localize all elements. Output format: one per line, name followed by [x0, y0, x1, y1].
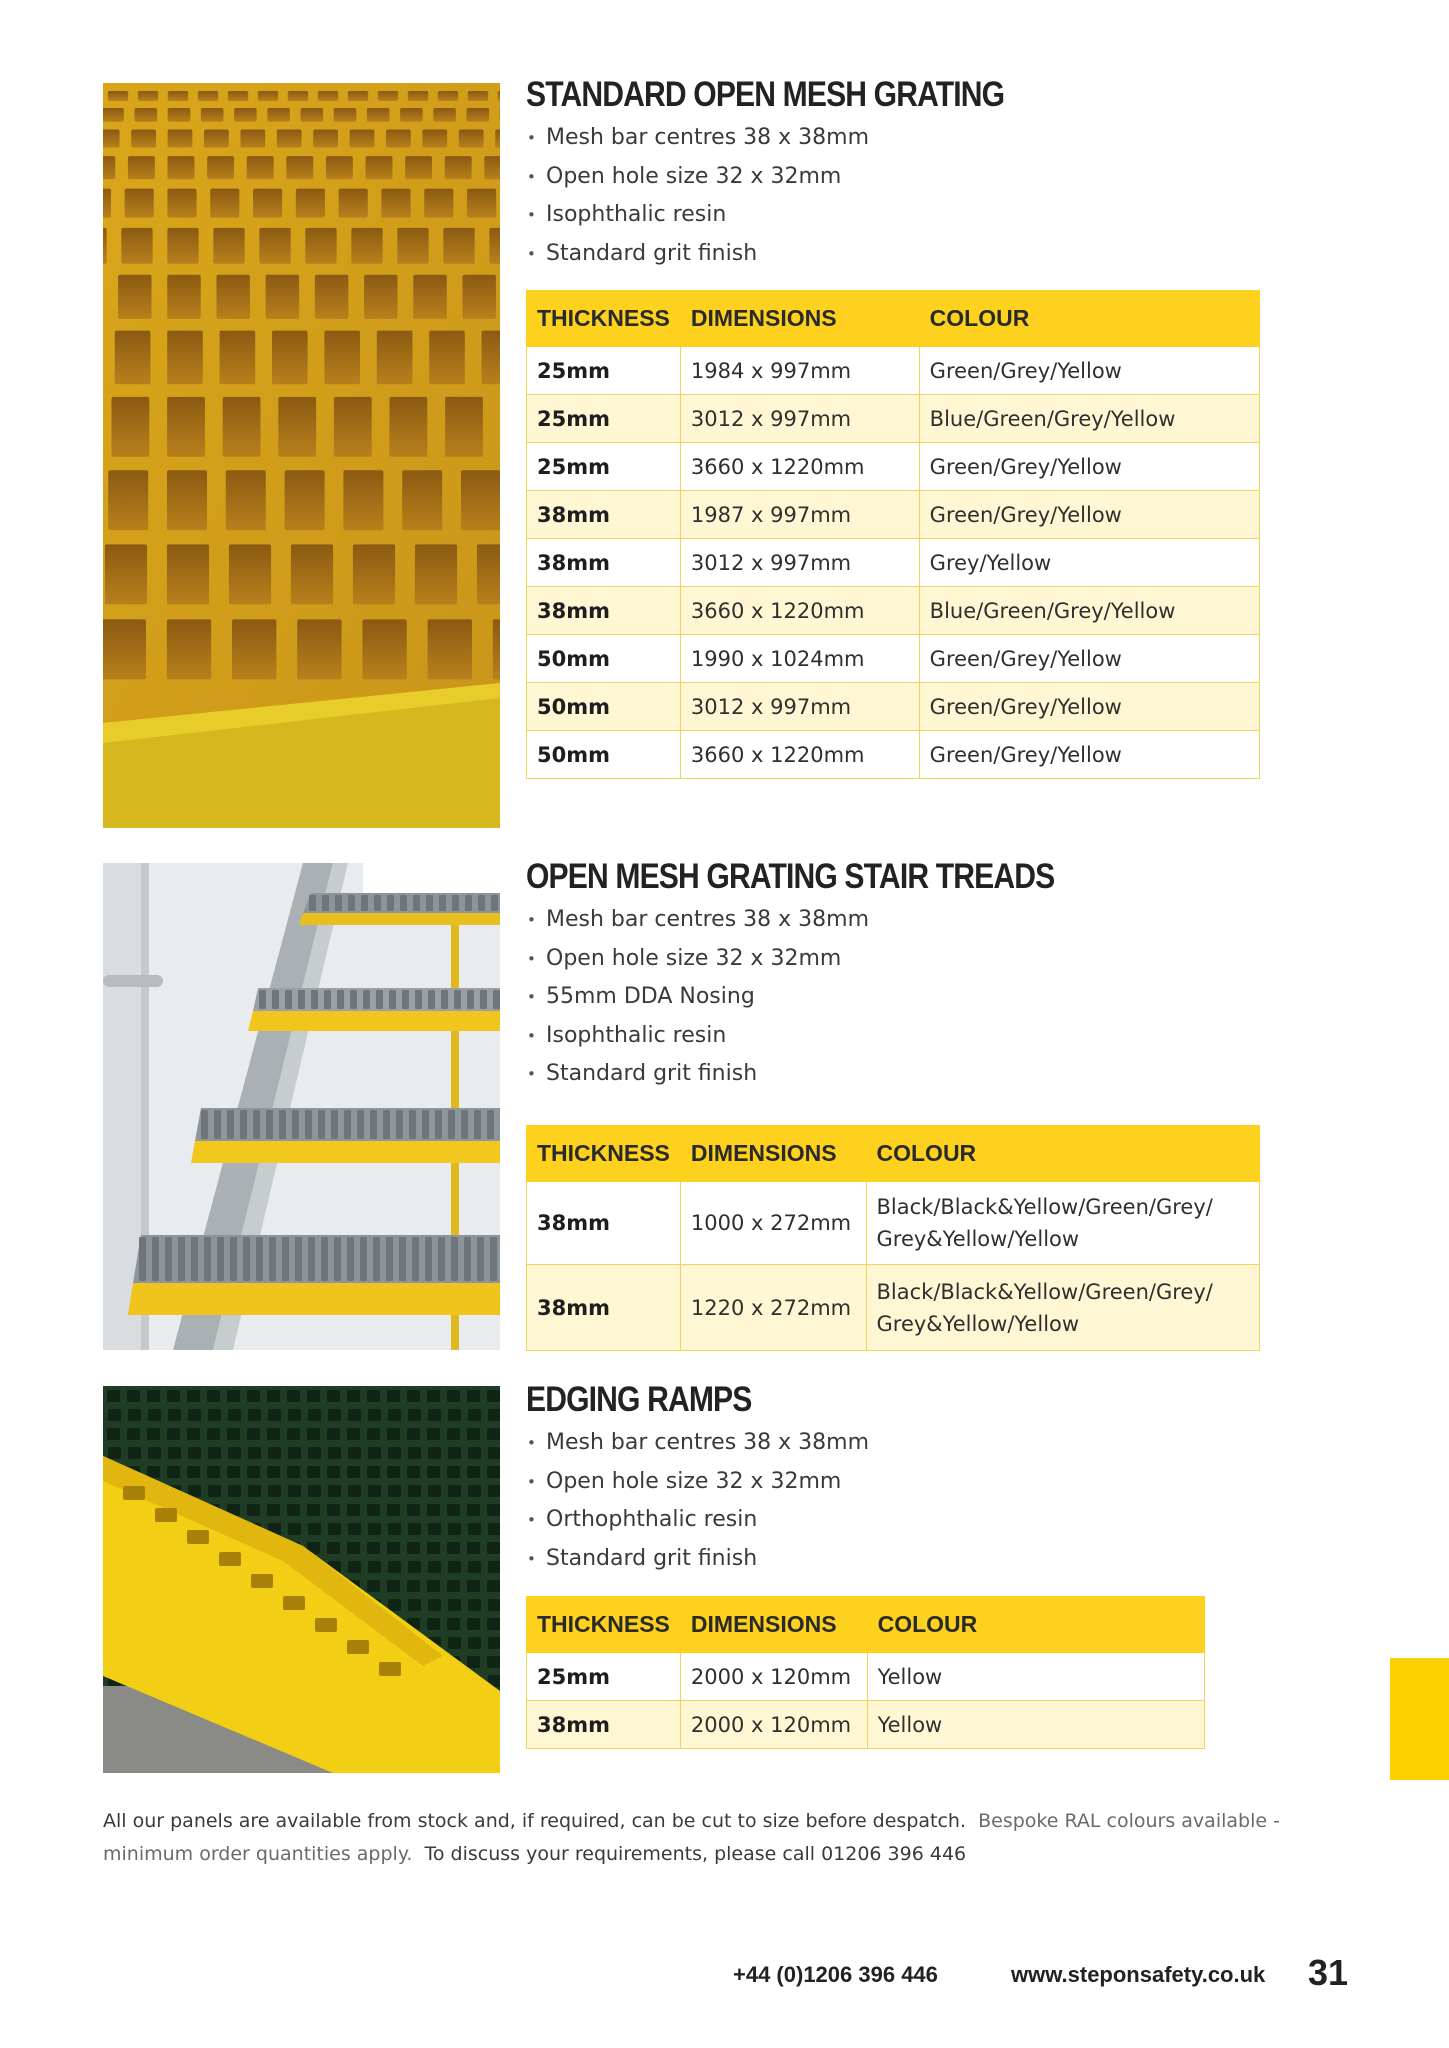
- feature-item: • Open hole size 32 x 32mm: [526, 940, 1140, 979]
- colour-cell: Green/Grey/Yellow: [919, 731, 1259, 779]
- dimensions-cell: 2000 x 120mm: [680, 1653, 867, 1701]
- footer-website-link[interactable]: www.steponsafety.co.uk: [1011, 1962, 1266, 1987]
- colour-cell: Black/Black&Yellow/Green/Grey/ Grey&Yellow/Yellow: [866, 1182, 1260, 1265]
- table-header-row: [527, 1597, 1205, 1653]
- dimensions-cell: 3012 x 997mm: [680, 395, 919, 443]
- section-standard-open-mesh: [526, 75, 1082, 273]
- feature-list: [526, 901, 1140, 1094]
- stock-note: All our panels are available from stock and, if required, can be cut to size before despatch.: [103, 1810, 967, 1832]
- table-row: [527, 395, 1260, 443]
- table-header-row: [527, 1126, 1260, 1182]
- table-row: [527, 1265, 1260, 1351]
- table-row: [527, 1182, 1260, 1265]
- table-row: [527, 347, 1260, 395]
- table-row: [527, 731, 1260, 779]
- stair-treads-photo: [103, 863, 500, 1350]
- thickness-cell: 25mm: [527, 395, 681, 443]
- colour-cell: Yellow: [867, 1653, 1204, 1701]
- dimensions-cell: 3660 x 1220mm: [680, 587, 919, 635]
- colour-cell: Green/Grey/Yellow: [919, 683, 1259, 731]
- section-title: EDGING RAMPS: [526, 1380, 752, 1419]
- column-header-colour: COLOUR: [919, 291, 1259, 347]
- colour-cell: Black/Black&Yellow/Green/Grey/ Grey&Yellow/Yellow: [866, 1265, 1260, 1351]
- section-title: OPEN MESH GRATING STAIR TREADS: [526, 857, 1055, 896]
- page-number: 31: [1308, 1952, 1349, 1993]
- colour-cell: Green/Grey/Yellow: [919, 443, 1259, 491]
- dimensions-cell: 3660 x 1220mm: [680, 731, 919, 779]
- dimensions-cell: 1000 x 272mm: [680, 1182, 866, 1265]
- thickness-cell: 25mm: [527, 443, 681, 491]
- column-header-colour: COLOUR: [866, 1126, 1260, 1182]
- table-row: [527, 443, 1260, 491]
- colour-cell: Grey/Yellow: [919, 539, 1259, 587]
- thickness-cell: 50mm: [527, 683, 681, 731]
- feature-item: • Orthophthalic resin: [526, 1501, 869, 1540]
- table-row: [527, 1701, 1205, 1749]
- feature-item: • Mesh bar centres 38 x 38mm: [526, 901, 1140, 940]
- thickness-cell: 38mm: [527, 1182, 681, 1265]
- feature-item: • Isophthalic resin: [526, 1017, 1140, 1056]
- feature-list: [526, 1424, 869, 1578]
- column-header-thickness: THICKNESS: [527, 291, 681, 347]
- spec-table-stair-treads: [526, 1125, 1260, 1351]
- spec-table-edging-ramps: [526, 1596, 1205, 1749]
- colour-cell: Blue/Green/Grey/Yellow: [919, 587, 1259, 635]
- thickness-cell: 38mm: [527, 1701, 681, 1749]
- feature-list: [526, 119, 1082, 273]
- ral-note: Bespoke RAL colours available - minimum order quantities apply.: [103, 1810, 1280, 1865]
- feature-item: • Mesh bar centres 38 x 38mm: [526, 119, 1082, 158]
- thickness-cell: 38mm: [527, 539, 681, 587]
- section-stair-treads: [526, 857, 1140, 1094]
- feature-item: • Open hole size 32 x 32mm: [526, 158, 1082, 197]
- thickness-cell: 50mm: [527, 731, 681, 779]
- colour-cell: Green/Grey/Yellow: [919, 491, 1259, 539]
- dimensions-cell: 2000 x 120mm: [680, 1701, 867, 1749]
- feature-item: • Standard grit finish: [526, 235, 1082, 274]
- dimensions-cell: 3660 x 1220mm: [680, 443, 919, 491]
- thickness-cell: 38mm: [527, 587, 681, 635]
- dimensions-cell: 1984 x 997mm: [680, 347, 919, 395]
- dimensions-cell: 3012 x 997mm: [680, 683, 919, 731]
- column-header-thickness: THICKNESS: [527, 1126, 681, 1182]
- colour-cell: Green/Grey/Yellow: [919, 347, 1259, 395]
- dimensions-cell: 1990 x 1024mm: [680, 635, 919, 683]
- dimensions-cell: 1987 x 997mm: [680, 491, 919, 539]
- yellow-mesh-grating-photo: [103, 83, 500, 828]
- contact-note: To discuss your requirements, please call 01206 396 446: [424, 1843, 967, 1865]
- column-header-dimensions: DIMENSIONS: [680, 291, 919, 347]
- feature-item: • Standard grit finish: [526, 1055, 1140, 1094]
- feature-item: • Open hole size 32 x 32mm: [526, 1463, 869, 1502]
- colour-cell: Yellow: [867, 1701, 1204, 1749]
- dimensions-cell: 3012 x 997mm: [680, 539, 919, 587]
- section-edging-ramps: [526, 1380, 869, 1578]
- feature-item: • Isophthalic resin: [526, 196, 1082, 235]
- edging-ramp-photo: [103, 1386, 500, 1773]
- thickness-cell: 25mm: [527, 1653, 681, 1701]
- thickness-cell: 38mm: [527, 1265, 681, 1351]
- table-row: [527, 635, 1260, 683]
- spec-table-standard-open-mesh: [526, 290, 1260, 779]
- thickness-cell: 50mm: [527, 635, 681, 683]
- column-header-dimensions: DIMENSIONS: [680, 1597, 867, 1653]
- footer-phone[interactable]: +44 (0)1206 396 446: [733, 1962, 938, 1987]
- thickness-cell: 25mm: [527, 347, 681, 395]
- table-row: [527, 683, 1260, 731]
- column-header-thickness: THICKNESS: [527, 1597, 681, 1653]
- feature-item: • Standard grit finish: [526, 1540, 869, 1579]
- section-tab-marker: [1390, 1658, 1449, 1780]
- column-header-dimensions: DIMENSIONS: [680, 1126, 866, 1182]
- section-title: STANDARD OPEN MESH GRATING: [526, 75, 1005, 114]
- table-header-row: [527, 291, 1260, 347]
- thickness-cell: 38mm: [527, 491, 681, 539]
- page-footer: [0, 1952, 1449, 2002]
- availability-note: [103, 1805, 1343, 1871]
- colour-cell: Blue/Green/Grey/Yellow: [919, 395, 1259, 443]
- table-row: [527, 1653, 1205, 1701]
- feature-item: • 55mm DDA Nosing: [526, 978, 1140, 1017]
- dimensions-cell: 1220 x 272mm: [680, 1265, 866, 1351]
- colour-cell: Green/Grey/Yellow: [919, 635, 1259, 683]
- table-row: [527, 539, 1260, 587]
- table-row: [527, 587, 1260, 635]
- column-header-colour: COLOUR: [867, 1597, 1204, 1653]
- table-row: [527, 491, 1260, 539]
- feature-item: • Mesh bar centres 38 x 38mm: [526, 1424, 869, 1463]
